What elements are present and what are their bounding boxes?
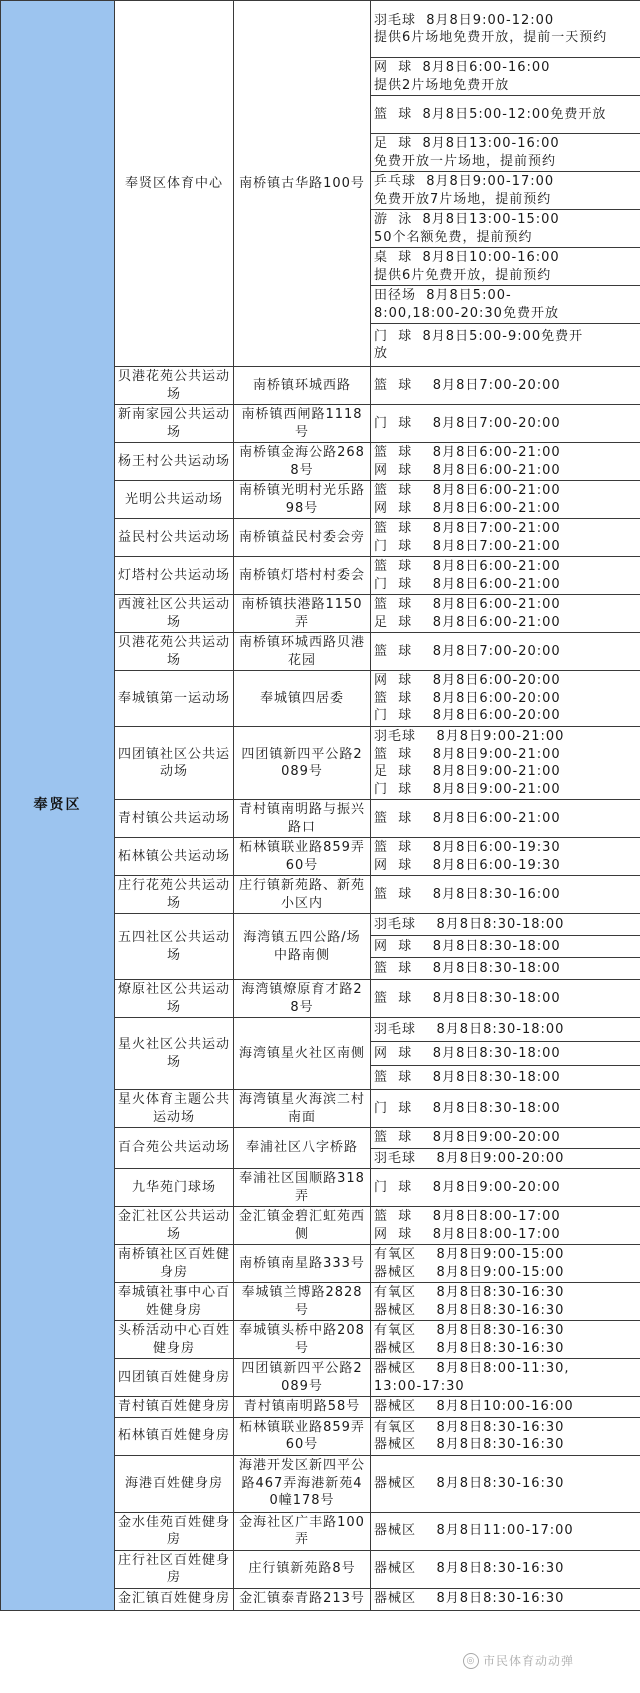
venue-address: 海湾镇五四公路/场中路南侧	[234, 914, 371, 980]
watermark	[463, 1652, 574, 1669]
open-schedule	[371, 595, 640, 633]
schedule-text: 网 球 8月8日8:30-18:00	[374, 938, 561, 954]
venue-address: 奉浦社区国顺路318弄	[234, 1169, 371, 1207]
open-schedule	[371, 914, 640, 936]
schedule-text: 有氧区 8月8日9:00-15:00 器械区 8月8日9:00-15:00	[374, 1247, 565, 1280]
venue-address: 奉浦社区八字桥路	[234, 1128, 371, 1169]
venue-address: 金汇镇泰青路213号	[234, 1588, 371, 1610]
venue-address: 奉城镇头桥中路208号	[234, 1321, 371, 1359]
schedule-text: 网 球 8月8日8:30-18:00	[374, 1045, 561, 1061]
schedule-text: 篮 球 8月8日9:00-20:00	[374, 1130, 561, 1145]
venue-name: 新南家园公共运动场	[115, 405, 234, 443]
open-schedule	[371, 443, 640, 481]
open-schedule	[371, 405, 640, 443]
open-schedule	[371, 324, 640, 367]
open-schedule	[371, 248, 640, 286]
schedule-text: 游 泳 8月8日13:00-15:00 50个名额免费，提前预约	[374, 212, 560, 245]
venue-name: 金汇社区公共运动场	[115, 1207, 234, 1245]
schedule-text: 桌 球 8月8日10:00-16:00 提供6片免费开放，提前预约	[374, 250, 560, 283]
schedule-text: 门 球 8月8日7:00-20:00	[374, 415, 561, 431]
open-schedule	[371, 519, 640, 557]
venue-name: 百合苑公共运动场	[115, 1128, 234, 1169]
open-schedule	[371, 800, 640, 838]
open-schedule	[371, 671, 640, 727]
schedule-text: 器械区 8月8日11:00-17:00	[374, 1523, 574, 1539]
open-schedule	[371, 1, 640, 58]
open-schedule	[371, 1321, 640, 1359]
venue-address: 海港开发区新四平公路467弄海港新苑40幢178号	[234, 1455, 371, 1512]
open-schedule	[371, 286, 640, 324]
open-schedule	[371, 876, 640, 914]
schedule-text: 网 球 8月8日6:00-20:00 篮 球 8月8日6:00-20:00 门 球 8月8日6:00-20:00	[374, 673, 561, 724]
venue-name: 四团镇百姓健身房	[115, 1359, 234, 1397]
venue-name: 柘林镇百姓健身房	[115, 1417, 234, 1455]
open-schedule	[371, 727, 640, 800]
open-schedule	[371, 1128, 640, 1149]
open-schedule	[371, 1550, 640, 1588]
venue-name: 金水佳苑百姓健身房	[115, 1512, 234, 1550]
open-schedule	[371, 958, 640, 980]
venue-address: 南桥镇灯塔村村委会	[234, 557, 371, 595]
open-schedule	[371, 367, 640, 405]
venue-name: 庄行社区百姓健身房	[115, 1550, 234, 1588]
schedule-text: 门 球 8月8日5:00-9:00免费开 放	[374, 328, 584, 361]
schedule-text: 门 球 8月8日9:00-20:00	[374, 1179, 561, 1195]
schedule-text: 器械区 8月8日8:30-16:30	[374, 1561, 565, 1577]
venue-address: 奉城镇四居委	[234, 671, 371, 727]
schedule-text: 有氧区 8月8日8:30-16:30 器械区 8月8日8:30-16:30	[374, 1285, 565, 1318]
venue-address: 海湾镇燎原育才路28号	[234, 980, 371, 1018]
district-cell	[1, 1, 114, 1610]
venue-address: 南桥镇古华路100号	[234, 1, 371, 367]
schedule-text: 篮 球 8月8日6:00-21:00 足 球 8月8日6:00-21:00	[374, 597, 561, 630]
open-schedule	[371, 1169, 640, 1207]
district-label: 奉贤区	[33, 796, 82, 813]
schedule-text: 篮 球 8月8日8:30-16:00	[374, 886, 561, 902]
venue-name: 海港百姓健身房	[115, 1455, 234, 1512]
venue-name: 杨王村公共运动场	[115, 443, 234, 481]
venue-name: 燎原社区公共运动场	[115, 980, 234, 1018]
venue-address: 青村镇南明路58号	[234, 1397, 371, 1418]
schedule-text: 羽毛球 8月8日8:30-18:00	[374, 916, 565, 932]
venue-name: 贝港花苑公共运动场	[115, 633, 234, 671]
venue-name: 庄行花苑公共运动场	[115, 876, 234, 914]
open-schedule	[371, 1455, 640, 1512]
wechat-icon: ◎	[463, 1653, 479, 1669]
open-schedule	[371, 1066, 640, 1090]
open-schedule	[371, 1512, 640, 1550]
venue-name: 益民村公共运动场	[115, 519, 234, 557]
venue-table-body	[1, 1, 640, 1611]
schedule-text: 器械区 8月8日8:00-11:30, 13:00-17:30	[374, 1361, 570, 1394]
schedule-text: 篮 球 8月8日7:00-21:00 门 球 8月8日7:00-21:00	[374, 521, 561, 554]
schedule-text: 足 球 8月8日13:00-16:00 免费开放一片场地，提前预约	[374, 136, 560, 169]
schedule-text: 有氧区 8月8日8:30-16:30 器械区 8月8日8:30-16:30	[374, 1323, 565, 1356]
open-schedule	[371, 1417, 640, 1455]
venue-address: 南桥镇光明村光乐路98号	[234, 481, 371, 519]
venue-address: 南桥镇西闸路1118号	[234, 405, 371, 443]
venue-name: 青村镇百姓健身房	[115, 1397, 234, 1418]
venue-address: 海湾镇星火海滨二村南面	[234, 1090, 371, 1128]
venue-name: 奉城镇第一运动场	[115, 671, 234, 727]
open-schedule	[371, 58, 640, 96]
schedule-text: 篮 球 8月8日7:00-20:00	[374, 643, 561, 659]
schedule-text: 羽毛球 8月8日9:00-21:00 篮 球 8月8日9:00-21:00 足 球 8月8日9:00-21:00 门 球 8月8日9:00-21:00	[374, 729, 565, 797]
schedule-text: 篮 球 8月8日6:00-21:00 门 球 8月8日6:00-21:00	[374, 559, 561, 592]
venue-address: 南桥镇扶港路1150弄	[234, 595, 371, 633]
venue-address: 海湾镇星火社区南侧	[234, 1018, 371, 1090]
schedule-text: 篮 球 8月8日6:00-19:30 网 球 8月8日6:00-19:30	[374, 840, 561, 873]
open-schedule	[371, 1588, 640, 1610]
venue-name: 头桥活动中心百姓健身房	[115, 1321, 234, 1359]
venue-name: 光明公共运动场	[115, 481, 234, 519]
venue-address: 南桥镇环城西路贝港花园	[234, 633, 371, 671]
open-schedule	[371, 1283, 640, 1321]
open-schedule	[371, 134, 640, 172]
schedule-text: 篮 球 8月8日8:30-18:00	[374, 1069, 561, 1085]
schedule-text: 篮 球 8月8日6:00-21:00 网 球 8月8日6:00-21:00	[374, 483, 561, 516]
schedule-text: 器械区 8月8日8:30-16:30	[374, 1591, 565, 1607]
table-row	[1, 1, 640, 58]
venue-name: 西渡社区公共运动场	[115, 595, 234, 633]
schedule-text: 羽毛球 8月8日9:00-12:00 提供6片场地免费开放，提前一天预约	[374, 12, 608, 45]
open-schedule	[371, 1090, 640, 1128]
venue-address: 四团镇新四平公路2089号	[234, 1359, 371, 1397]
open-schedule	[371, 633, 640, 671]
open-schedule	[371, 1207, 640, 1245]
schedule-text: 篮 球 8月8日8:30-18:00	[374, 990, 561, 1006]
open-schedule	[371, 1397, 640, 1418]
schedule-text: 器械区 8月8日8:30-16:30	[374, 1475, 565, 1491]
venue-address: 庄行镇新苑路8号	[234, 1550, 371, 1588]
venue-name: 四团镇社区公共运动场	[115, 727, 234, 800]
venue-address: 柘林镇联业路859弄60号	[234, 1417, 371, 1455]
venue-name: 奉城镇社事中心百姓健身房	[115, 1283, 234, 1321]
venue-address: 南桥镇金海公路2688号	[234, 443, 371, 481]
venue-name: 九华苑门球场	[115, 1169, 234, 1207]
schedule-text: 田径场 8月8日5:00- 8:00,18:00-20:30免费开放	[374, 288, 559, 321]
venue-name: 青村镇公共运动场	[115, 800, 234, 838]
open-schedule	[371, 1018, 640, 1042]
schedule-text: 篮 球 8月8日6:00-21:00 网 球 8月8日6:00-21:00	[374, 445, 561, 478]
venue-name: 奉贤区体育中心	[115, 1, 234, 367]
venue-address: 南桥镇益民村委会旁	[234, 519, 371, 557]
open-schedule	[371, 1359, 640, 1397]
venue-name: 贝港花苑公共运动场	[115, 367, 234, 405]
venue-name: 五四社区公共运动场	[115, 914, 234, 980]
open-schedule	[371, 172, 640, 210]
margin-cell	[1, 1, 115, 1611]
venue-address: 南桥镇环城西路	[234, 367, 371, 405]
venue-name: 金汇镇百姓健身房	[115, 1588, 234, 1610]
venue-address: 青村镇南明路与振兴路口	[234, 800, 371, 838]
schedule-text: 篮 球 8月8日5:00-12:00免费开放	[374, 106, 607, 122]
schedule-text: 有氧区 8月8日8:30-16:30 器械区 8月8日8:30-16:30	[374, 1419, 565, 1452]
venue-address: 柘林镇联业路859弄60号	[234, 838, 371, 876]
schedule-text: 羽毛球 8月8日8:30-18:00	[374, 1021, 565, 1037]
schedule-text: 乒乓球 8月8日9:00-17:00 免费开放7片场地，提前预约	[374, 174, 555, 207]
venue-name: 灯塔村公共运动场	[115, 557, 234, 595]
schedule-text: 门 球 8月8日8:30-18:00	[374, 1100, 561, 1116]
open-schedule	[371, 210, 640, 248]
open-schedule	[371, 96, 640, 134]
schedule-text: 羽毛球 8月8日9:00-20:00	[374, 1150, 565, 1166]
open-schedule	[371, 557, 640, 595]
venue-address: 南桥镇南星路333号	[234, 1245, 371, 1283]
schedule-text: 器械区 8月8日10:00-16:00	[374, 1399, 574, 1414]
open-schedule	[371, 1042, 640, 1066]
open-schedule	[371, 980, 640, 1018]
venue-address: 金汇镇金碧汇虹苑西侧	[234, 1207, 371, 1245]
schedule-text: 篮 球 8月8日8:00-17:00 网 球 8月8日8:00-17:00	[374, 1209, 561, 1242]
watermark-text: 市民体育动动弹	[482, 1654, 574, 1668]
open-schedule	[371, 481, 640, 519]
open-schedule	[371, 936, 640, 958]
venue-name: 星火社区公共运动场	[115, 1018, 234, 1090]
schedule-text: 篮 球 8月8日8:30-18:00	[374, 960, 561, 976]
open-schedule	[371, 1148, 640, 1169]
venue-address: 四团镇新四平公路2089号	[234, 727, 371, 800]
venue-name: 星火体育主题公共运动场	[115, 1090, 234, 1128]
open-schedule	[371, 1245, 640, 1283]
open-schedule	[371, 838, 640, 876]
venue-address: 金海社区广丰路100弄	[234, 1512, 371, 1550]
venue-name: 南桥镇社区百姓健身房	[115, 1245, 234, 1283]
venue-address: 奉城镇兰博路2828号	[234, 1283, 371, 1321]
venue-name: 柘林镇公共运动场	[115, 838, 234, 876]
schedule-text: 篮 球 8月8日6:00-21:00	[374, 810, 561, 826]
schedule-text: 篮 球 8月8日7:00-20:00	[374, 377, 561, 393]
schedule-text: 网 球 8月8日6:00-16:00 提供2片场地免费开放	[374, 60, 551, 93]
venue-address: 庄行镇新苑路、新苑小区内	[234, 876, 371, 914]
